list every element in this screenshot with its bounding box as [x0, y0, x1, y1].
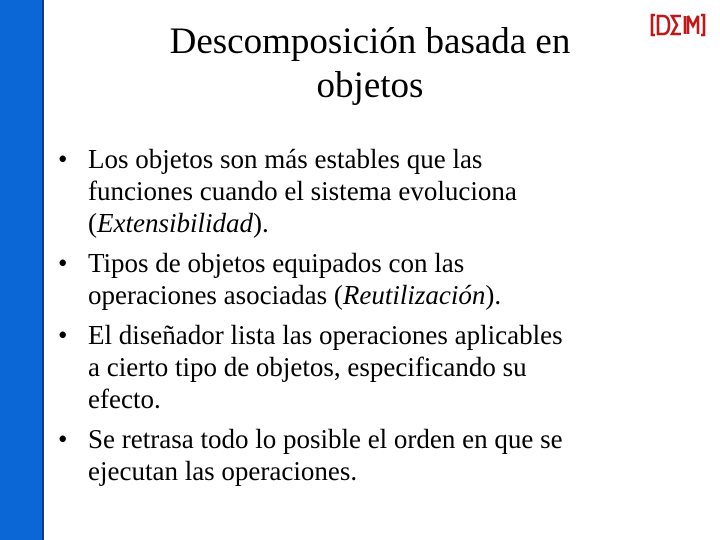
slide-title-line-1: Descomposición basada en [169, 21, 571, 62]
bullet-marker: • [58, 248, 68, 278]
bullet-line: Tipos de objetos equipados con las [88, 248, 465, 278]
left-accent-bar [0, 0, 42, 540]
bullet-emphasis: Reutilización [342, 280, 486, 310]
bullet-marker: • [58, 144, 68, 174]
bullet-item [58, 247, 698, 311]
bullet-line: El diseñador lista las operaciones aplicables [88, 320, 563, 350]
bullet-emphasis: Extensibilidad [97, 208, 253, 238]
bullet-item [58, 423, 698, 487]
bullet-text: ( [88, 208, 97, 238]
bullet-line: Se retrasa todo lo posible el orden en que se [88, 424, 563, 454]
bullet-text: ). [252, 208, 269, 238]
bullet-line: ejecutan las operaciones. [88, 456, 358, 486]
bullet-line: funciones cuando el sistema evoluciona [88, 176, 517, 206]
bullet-text: operaciones asociadas ( [88, 280, 343, 310]
bullet-line [88, 279, 698, 311]
bullet-line [88, 207, 698, 239]
bullet-list [58, 143, 698, 495]
slide-title [100, 20, 640, 108]
bullet-line: a cierto tipo de objetos, especificando su [88, 352, 527, 382]
bullet-marker: • [58, 320, 68, 350]
bullet-marker: • [58, 424, 68, 454]
left-accent-rule [42, 0, 44, 540]
slide-title-line-2: objetos [316, 65, 424, 106]
bullet-text: ). [485, 280, 502, 310]
bullet-line: Los objetos son más estables que las [88, 144, 483, 174]
bullet-line: efecto. [88, 384, 161, 414]
bullet-item [58, 319, 698, 415]
bullet-item [58, 143, 698, 239]
dsim-logo [650, 12, 706, 38]
